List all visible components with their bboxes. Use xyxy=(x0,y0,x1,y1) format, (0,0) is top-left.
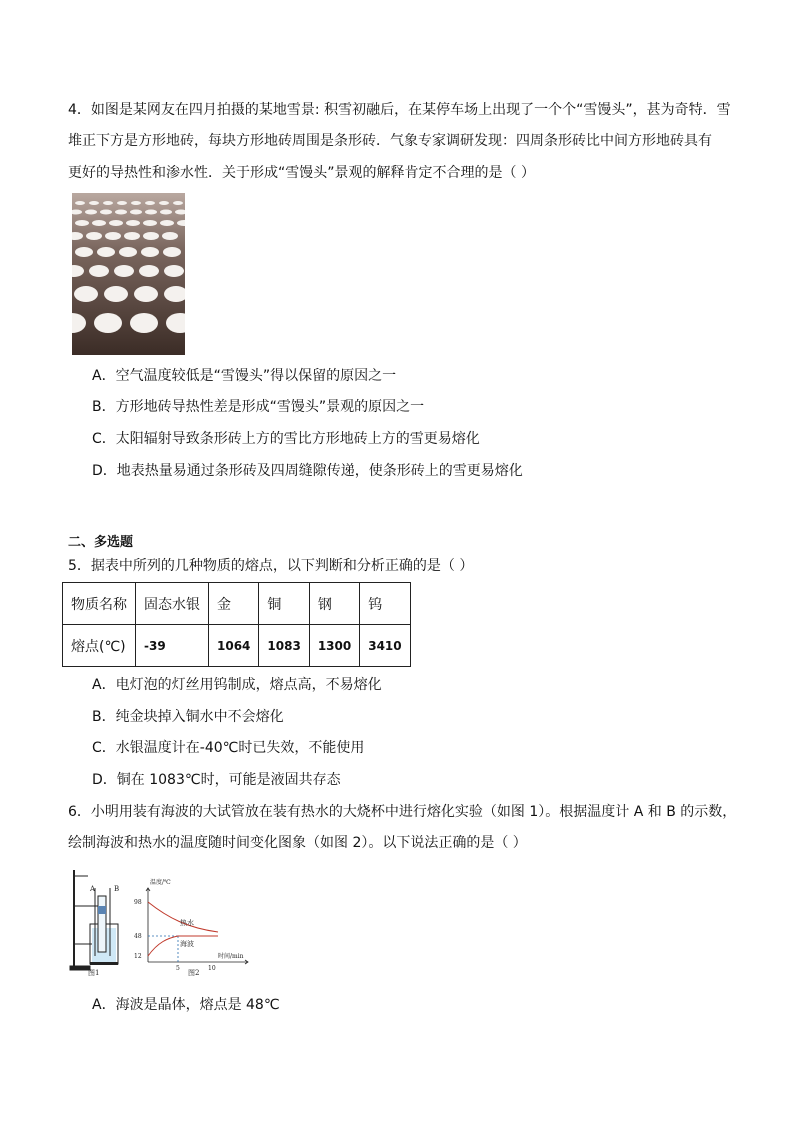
label-b: B xyxy=(114,885,120,893)
table-cell: 铜 xyxy=(259,583,309,625)
q4-option-d: D．地表热量易通过条形砖及四周缝隙传递，使条形砖上的雪更易熔化 xyxy=(92,463,523,479)
q4-line-2: 堆正下方是方形地砖，每块方形地砖周围是条形砖．气象专家调研发现：四周条形砖比中间方形地砖具有 xyxy=(68,133,712,149)
table-row xyxy=(63,625,411,667)
q4-option-c: C．太阳辐射导致条形砖上方的雪比方形地砖上方的雪更易熔化 xyxy=(92,431,480,447)
table-cell: 1300 xyxy=(309,625,359,667)
q4-line-3: 更好的导热性和渗水性．关于形成“雪馒头”景观的解释肯定不合理的是（ ） xyxy=(68,165,535,181)
x-axis-label: 时间/min xyxy=(218,953,244,960)
table-cell: 钢 xyxy=(309,583,359,625)
y-tick: 12 xyxy=(134,953,142,960)
q4-line-1: 4．如图是某网友在四月拍摄的某地雪景: 积雪初融后，在某停车场上出现了一个个“雪馒头”，甚为奇特．雪 xyxy=(68,102,731,118)
q5-option-b: B．纯金块掉入铜水中不会熔化 xyxy=(92,709,284,725)
table-cell: 金 xyxy=(209,583,259,625)
snow-parking-photo xyxy=(72,193,185,355)
q5-option-d: D．铜在 1083℃时，可能是液固共存态 xyxy=(92,772,341,788)
y-tick: 98 xyxy=(134,899,142,906)
q4-option-a: A．空气温度较低是“雪馒头”得以保留的原因之一 xyxy=(92,368,397,384)
y-tick: 48 xyxy=(134,933,142,940)
series-hot-water-label: 热水 xyxy=(180,919,194,927)
q5-stem: 5．据表中所列的几种物质的熔点，以下判断和分析正确的是（ ） xyxy=(68,558,474,574)
q6-line-1: 6．小明用装有海波的大试管放在装有热水的大烧杯中进行熔化实验（如图 1）。根据温度计 A 和 B 的示数， xyxy=(68,804,737,820)
table-cell: 3410 xyxy=(360,625,410,667)
table-cell: 1064 xyxy=(209,625,259,667)
q4-option-b: B．方形地砖导热性差是形成“雪馒头”景观的原因之一 xyxy=(92,399,425,415)
q6-line-2: 绘制海波和热水的温度随时间变化图象（如图 2）。以下说法正确的是（ ） xyxy=(68,835,527,851)
y-axis-label: 温度/℃ xyxy=(150,879,171,886)
table-cell: 固态水银 xyxy=(136,583,209,625)
series-haibo-label: 海波 xyxy=(180,940,194,948)
table-cell: 物质名称 xyxy=(63,583,136,625)
table-cell: 熔点(℃) xyxy=(63,625,136,667)
section-title: 二、多选题 xyxy=(68,535,134,550)
fig2-caption: 图2 xyxy=(188,969,200,976)
fig1-caption: 图1 xyxy=(88,969,100,976)
experiment-figure xyxy=(68,866,258,976)
q5-option-a: A．电灯泡的灯丝用钨制成，熔点高，不易熔化 xyxy=(92,677,382,693)
table-cell: -39 xyxy=(136,625,209,667)
table-cell: 钨 xyxy=(360,583,410,625)
q6-option-a: A．海波是晶体，熔点是 48℃ xyxy=(92,997,280,1013)
table-row xyxy=(63,583,411,625)
q5-option-c: C．水银温度计在-40℃时已失效，不能使用 xyxy=(92,740,365,756)
table-cell: 1083 xyxy=(259,625,309,667)
x-tick: 5 xyxy=(176,965,180,972)
x-tick: 10 xyxy=(208,965,216,972)
melting-point-table xyxy=(62,582,411,667)
label-a: A xyxy=(90,885,96,893)
